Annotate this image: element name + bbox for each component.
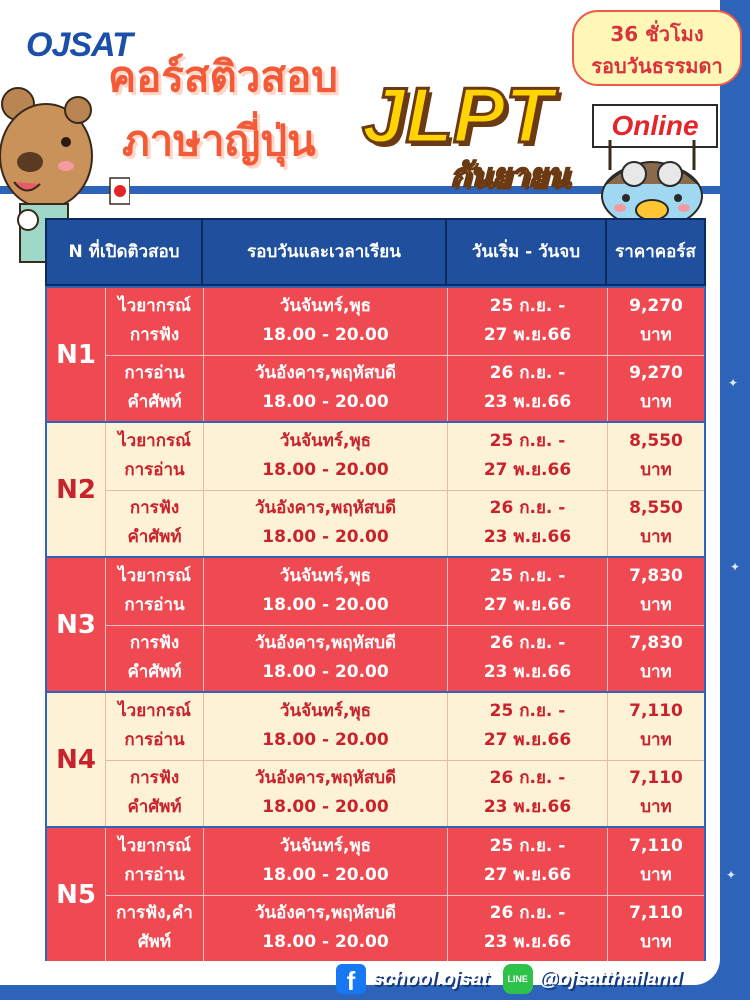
table-row (105, 760, 704, 827)
brand-logo: OJSAT (26, 26, 132, 64)
subject-cell-subject1: การฟัง (129, 498, 180, 519)
dates-cell-end: 23 พ.ย.66 (483, 662, 572, 683)
dates-cell-start: 25 ก.ย. - (489, 701, 566, 722)
dates-cell (447, 828, 607, 895)
dates-cell-start: 25 ก.ย. - (489, 431, 566, 452)
schedule-cell (203, 288, 447, 355)
price-cell (607, 896, 704, 962)
line-icon[interactable]: LINE (503, 964, 533, 994)
price-cell (607, 288, 704, 355)
line-handle[interactable]: @ojsatthailand (538, 967, 682, 990)
dates-cell-start: 26 ก.ย. - (489, 903, 566, 924)
table-row (105, 828, 704, 895)
dates-cell (447, 761, 607, 827)
price-cell-price: 7,110 (629, 903, 683, 924)
table-row (105, 693, 704, 760)
price-cell-unit: บาท (640, 797, 672, 818)
level-label: N3 (56, 609, 96, 640)
dates-cell-end: 27 พ.ย.66 (483, 460, 572, 481)
price-cell-price: 7,110 (629, 836, 683, 857)
dates-cell (447, 491, 607, 557)
subject-cell (105, 828, 203, 895)
price-cell-price: 9,270 (629, 296, 683, 317)
price-cell (607, 693, 704, 760)
subject-cell-subject2: การอ่าน (124, 595, 185, 616)
facebook-handle[interactable]: school.ojsat (372, 967, 489, 990)
facebook-icon[interactable]: f (336, 964, 366, 994)
price-cell (607, 761, 704, 827)
subject-cell-subject1: การอ่าน (124, 363, 185, 384)
price-cell (607, 626, 704, 692)
schedule-cell-time: 18.00 - 20.00 (262, 662, 389, 683)
level-group-n2 (45, 421, 706, 556)
header-price (607, 220, 704, 284)
subject-cell-subject1: ไวยากรณ์ (118, 566, 191, 587)
price-cell-price: 7,110 (629, 701, 683, 722)
subject-cell-subject2: ศัพท์ (137, 932, 172, 953)
schedule-cell-time: 18.00 - 20.00 (262, 730, 389, 751)
subject-cell-subject2: การอ่าน (124, 865, 185, 886)
subject-cell-subject2: คำศัพท์ (127, 392, 182, 413)
dates-cell-start: 25 ก.ย. - (489, 296, 566, 317)
schedule-cell-time: 18.00 - 20.00 (262, 932, 389, 953)
social-footer (336, 962, 682, 996)
dates-cell-start: 26 ก.ย. - (489, 768, 566, 789)
subject-cell (105, 558, 203, 625)
schedule-cell-day: วันอังคาร,พฤหัสบดี (254, 768, 397, 789)
schedule-cell (203, 626, 447, 692)
subject-cell-subject2: การอ่าน (124, 460, 185, 481)
price-cell-unit: บาท (640, 595, 672, 616)
level-group-n3 (45, 556, 706, 691)
dates-cell (447, 626, 607, 692)
schedule-cell (203, 828, 447, 895)
price-cell-price: 7,110 (629, 768, 683, 789)
dates-cell (447, 423, 607, 490)
level-group-n1 (45, 286, 706, 421)
dates-cell-end: 23 พ.ย.66 (483, 527, 572, 548)
table-row (105, 558, 704, 625)
schedule-cell-day: วันอังคาร,พฤหัสบดี (254, 363, 397, 384)
star-icon: ✦ (726, 868, 737, 882)
subject-cell-subject1: ไวยากรณ์ (118, 836, 191, 857)
price-cell (607, 356, 704, 422)
subject-cell-subject2: คำศัพท์ (127, 662, 182, 683)
table-row (105, 490, 704, 557)
level-group-n4 (45, 691, 706, 826)
dates-cell-end: 23 พ.ย.66 (483, 392, 572, 413)
price-cell (607, 491, 704, 557)
level-label: N1 (56, 339, 96, 370)
price-cell (607, 558, 704, 625)
schedule-cell-day: วันจันทร์,พุธ (279, 566, 372, 587)
price-cell-price: 9,270 (629, 363, 683, 384)
subject-cell (105, 356, 203, 422)
dates-cell-start: 26 ก.ย. - (489, 498, 566, 519)
subject-cell-subject1: การฟัง (129, 768, 180, 789)
schedule-cell-time: 18.00 - 20.00 (262, 325, 389, 346)
star-icon: ✦ (730, 560, 741, 574)
level-label: N4 (56, 744, 96, 775)
price-cell-unit: บาท (640, 527, 672, 548)
header-schedule: รอบวันและเวลาเรียน (203, 220, 447, 284)
dates-cell-end: 23 พ.ย.66 (483, 932, 572, 953)
table-row (105, 895, 704, 962)
subject-cell-subject2: การอ่าน (124, 730, 185, 751)
subject-cell (105, 761, 203, 827)
subject-cell (105, 896, 203, 962)
schedule-cell (203, 558, 447, 625)
dates-cell-start: 25 ก.ย. - (489, 566, 566, 587)
schedule-cell (203, 356, 447, 422)
mascot-pilot-bird-icon (596, 140, 708, 230)
schedule-cell (203, 491, 447, 557)
dates-cell-start: 25 ก.ย. - (489, 836, 566, 857)
price-cell (607, 423, 704, 490)
header-price-line1: ราคา (615, 242, 655, 262)
schedule-cell-day: วันจันทร์,พุธ (279, 701, 372, 722)
dates-cell-end: 27 พ.ย.66 (483, 730, 572, 751)
star-icon: ✦ (728, 376, 739, 390)
dates-cell-end: 27 พ.ย.66 (483, 595, 572, 616)
schedule-cell-time: 18.00 - 20.00 (262, 797, 389, 818)
month-label: กันยายน (450, 156, 569, 194)
price-cell-unit: บาท (640, 325, 672, 346)
subject-cell-subject2: การฟัง (129, 325, 180, 346)
price-cell-price: 8,550 (629, 431, 683, 452)
price-cell-unit: บาท (640, 865, 672, 886)
table-row (105, 625, 704, 692)
online-sign: Online (592, 104, 718, 148)
price-cell-price: 7,830 (629, 566, 683, 587)
subject-cell (105, 288, 203, 355)
schedule-cell-time: 18.00 - 20.00 (262, 527, 389, 548)
price-cell-price: 8,550 (629, 498, 683, 519)
subject-cell-subject1: ไวยากรณ์ (118, 701, 191, 722)
dates-cell (447, 356, 607, 422)
schedule-cell-day: วันจันทร์,พุธ (279, 296, 372, 317)
subject-cell (105, 693, 203, 760)
subject-cell (105, 423, 203, 490)
dates-cell-start: 26 ก.ย. - (489, 633, 566, 654)
dates-cell-start: 26 ก.ย. - (489, 363, 566, 384)
schedule-cell-time: 18.00 - 20.00 (262, 392, 389, 413)
schedule-cell-day: วันอังคาร,พฤหัสบดี (254, 633, 397, 654)
table-row (105, 355, 704, 422)
dates-cell (447, 288, 607, 355)
subject-cell-subject2: คำศัพท์ (127, 797, 182, 818)
schedule-cell-time: 18.00 - 20.00 (262, 865, 389, 886)
level-group-n5 (45, 826, 706, 961)
dates-cell (447, 693, 607, 760)
price-cell-unit: บาท (640, 730, 672, 751)
schedule-cell-day: วันอังคาร,พฤหัสบดี (254, 903, 397, 924)
price-cell-unit: บาท (640, 392, 672, 413)
table-header (45, 218, 706, 286)
page-subtitle: ภาษาญี่ปุ่น (122, 116, 316, 165)
price-cell (607, 828, 704, 895)
schedule-cell-time: 18.00 - 20.00 (262, 595, 389, 616)
dates-cell (447, 896, 607, 962)
dates-cell-end: 27 พ.ย.66 (483, 325, 572, 346)
dates-cell-end: 23 พ.ย.66 (483, 797, 572, 818)
price-cell-unit: บาท (640, 662, 672, 683)
header-price-line2: คอร์ส (654, 242, 696, 262)
course-table (45, 218, 706, 961)
header-level: N ที่เปิดติวสอบ (47, 220, 203, 284)
subject-cell (105, 491, 203, 557)
hours-badge (572, 10, 742, 86)
header-dates: วันเริ่ม - วันจบ (447, 220, 607, 284)
price-cell-unit: บาท (640, 932, 672, 953)
subject-cell-subject1: ไวยากรณ์ (118, 296, 191, 317)
schedule-cell-day: วันจันทร์,พุธ (279, 836, 372, 857)
price-cell-price: 7,830 (629, 633, 683, 654)
dates-cell-end: 27 พ.ย.66 (483, 865, 572, 886)
schedule-cell (203, 761, 447, 827)
exam-name: JLPT (362, 71, 553, 159)
subject-cell-subject1: ไวยากรณ์ (118, 431, 191, 452)
schedule-cell-day: วันอังคาร,พฤหัสบดี (254, 498, 397, 519)
page-title: คอร์สติวสอบ (108, 52, 338, 101)
table-row (105, 288, 704, 355)
table-row (105, 423, 704, 490)
schedule-cell-day: วันจันทร์,พุธ (279, 431, 372, 452)
dates-cell (447, 558, 607, 625)
schedule-cell (203, 693, 447, 760)
subject-cell-subject2: คำศัพท์ (127, 527, 182, 548)
schedule-cell-time: 18.00 - 20.00 (262, 460, 389, 481)
subject-cell-subject1: การฟัง,คำ (116, 903, 193, 924)
hours-badge-line2: รอบวันธรรมดา (591, 54, 723, 78)
schedule-cell (203, 423, 447, 490)
level-label: N5 (56, 879, 96, 910)
subject-cell-subject1: การฟัง (129, 633, 180, 654)
hours-badge-line1: 36 ชั่วโมง (610, 22, 704, 46)
price-cell-unit: บาท (640, 460, 672, 481)
subject-cell (105, 626, 203, 692)
level-label: N2 (56, 474, 96, 505)
schedule-cell (203, 896, 447, 962)
